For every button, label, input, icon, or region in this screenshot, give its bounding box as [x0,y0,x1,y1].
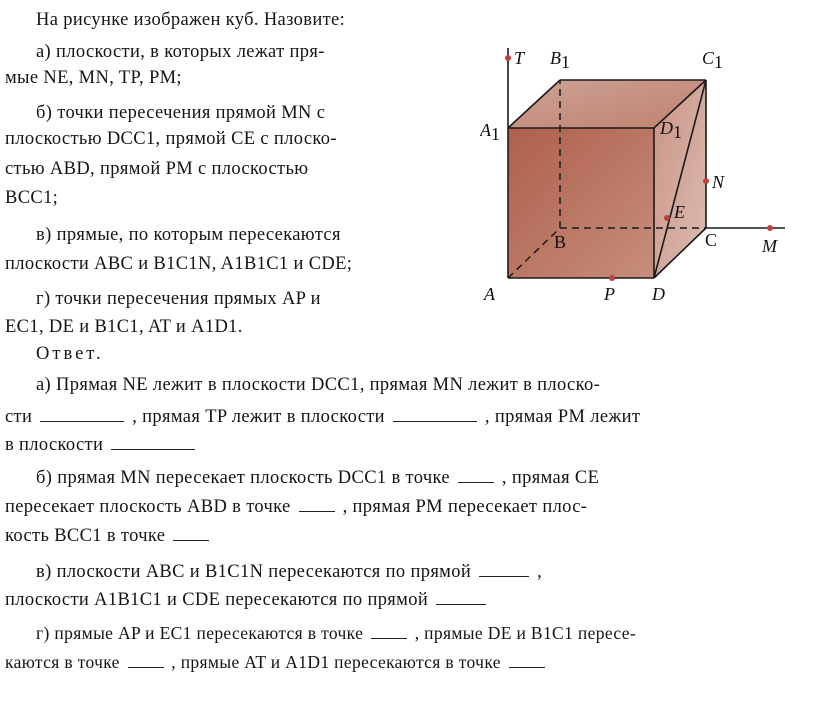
answer-v-line1 [36,560,542,584]
task-b-line3: стью ABD, прямой PM с плоскостью [5,159,309,179]
task-g-line2: EC1, DE и B1C1, AT и A1D1. [5,317,243,337]
answer-g-text3: каются в точке [5,652,120,672]
task-v-line2: плоскости ABC и B1C1N, A1B1C1 и CDE; [5,254,353,274]
label-d1: D1 [660,118,682,142]
cube-figure [480,38,810,313]
answer-v-text3: плоскости A1B1C1 и CDE пересекаются по прямой [5,590,429,610]
answer-b-text3: пересекает плоскость ABD в точке [5,497,291,517]
answer-a-blank3[interactable] [111,448,195,450]
answer-a-line2 [5,405,640,429]
answer-g-line2 [5,650,548,674]
point-n [703,178,709,184]
problem-title: На рисунке изображен куб. Назовите: [36,10,346,30]
answer-b-blank1[interactable] [458,481,494,483]
cube-front-face [508,128,654,278]
label-e: E [674,202,685,222]
point-m [767,225,773,231]
answer-b-text5: кость BCC1 в точке [5,526,166,546]
label-a1: A1 [480,120,500,144]
point-t [505,55,511,61]
answer-v-blank2[interactable] [436,603,486,605]
task-a-line1: а) плоскости, в которых лежат пря- [36,42,325,62]
answer-b-blank3[interactable] [173,539,209,541]
answer-g-text2: , прямые DE и B1C1 пересе- [414,623,637,643]
answer-a-blank1[interactable] [40,420,124,422]
label-m: M [762,236,777,256]
point-e [664,215,670,221]
task-a-line2: мые NE, MN, TP, PM; [5,68,182,88]
answer-b-line1 [36,466,599,490]
answer-b-blank2[interactable] [299,510,335,512]
answer-heading: Ответ. [36,344,104,364]
label-b: B [554,232,567,252]
answer-a-line1: а) Прямая NE лежит в плоскости DCC1, прямая MN лежит в плоско- [36,375,601,395]
label-t: T [514,48,525,68]
answer-g-blank1[interactable] [371,637,407,639]
label-a: A [484,284,495,304]
answer-a-text3: , прямая PM лежит [484,407,641,427]
label-c1: C1 [702,48,724,72]
answer-g-line1 [36,621,636,645]
answer-a-text1: сти [5,407,33,427]
answer-a-blank2[interactable] [393,420,477,422]
answer-b-line2 [5,495,587,519]
label-p: P [604,284,615,304]
point-p [609,275,615,281]
label-b1: B1 [550,48,570,72]
answer-a-line3 [5,433,198,457]
answer-b-line3 [5,524,212,548]
answer-v-text2: , [537,562,543,582]
answer-b-text4: , прямая PM пересекает плос- [342,497,588,517]
label-d: D [652,284,665,304]
answer-a-text2: , прямая TP лежит в плоскости [132,407,385,427]
answer-g-text1: г) прямые AP и EC1 пересекаются в точке [36,623,364,643]
answer-g-blank2[interactable] [128,666,164,668]
answer-b-text1: б) прямая MN пересекает плоскость DCC1 в точке [36,468,450,488]
task-v-line1: в) прямые, по которым пересекаются [36,225,341,245]
answer-v-line2 [5,588,489,612]
label-c: C [705,230,718,250]
task-b-line2: плоскостью DCC1, прямой CE с плоско- [5,129,337,149]
answer-g-blank3[interactable] [509,666,545,668]
answer-v-text1: в) плоскости ABC и B1C1N пересекаются по прямой [36,562,472,582]
task-g-line1: г) точки пересечения прямых AP и [36,289,321,309]
label-n: N [712,172,725,192]
task-b-line1: б) точки пересечения прямой MN с [36,103,326,123]
answer-g-text4: , прямые AT и A1D1 пересекаются в точке [171,652,501,672]
task-b-line4: BCC1; [5,188,59,208]
answer-b-text2: , прямая CE [501,468,600,488]
answer-v-blank1[interactable] [479,575,529,577]
answer-a-text4: в плоскости [5,435,104,455]
